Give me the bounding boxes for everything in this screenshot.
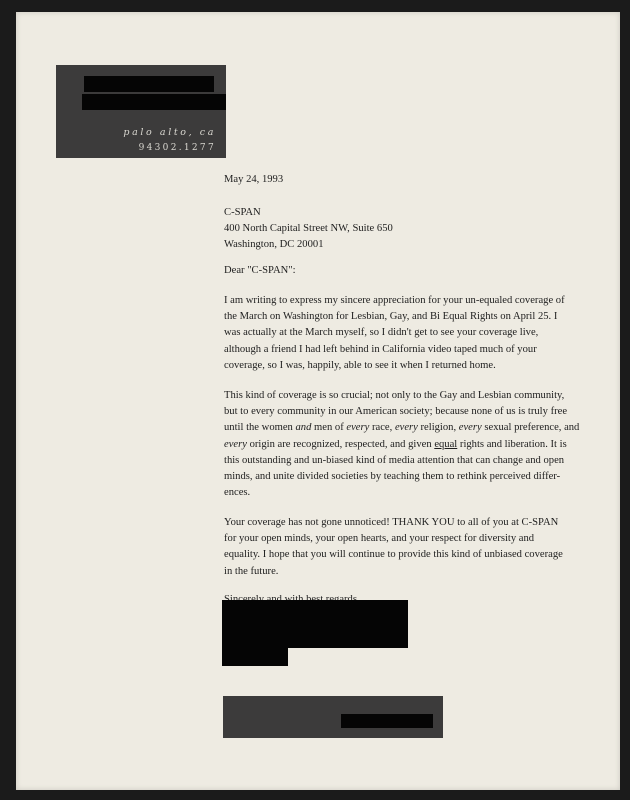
letterhead-city: palo alto, ca <box>123 127 216 138</box>
text-run: origin are recognized, respected, and given <box>246 438 435 450</box>
redacted-signature-tail <box>222 648 288 666</box>
emphasis-every: every <box>224 438 247 450</box>
recipient-address <box>224 205 393 254</box>
salutation: Dear "C-SPAN": <box>224 265 296 276</box>
paragraph-3 <box>224 515 563 580</box>
paragraph-line: the March on Washington for Lesbian, Gay, and Bi Equal Rights on April 25. I <box>224 311 558 323</box>
emphasis-every: every <box>458 422 482 434</box>
paragraph-line: although a friend I had left behind in California video taped much of your <box>224 343 537 355</box>
letterhead-zip: 94302.1277 <box>138 143 216 153</box>
paragraph-line: This kind of coverage is so crucial; not only to the Gay and Lesbian community, <box>224 390 565 401</box>
text-run: sexual preference, and <box>481 422 580 434</box>
paragraph-line: this outstanding and un-biased kind of media attention that can change and open <box>224 454 565 466</box>
emphasis-every: every <box>346 422 370 434</box>
text-run: race, <box>369 422 395 434</box>
paragraph-1 <box>224 293 565 374</box>
footer-band <box>223 696 443 738</box>
paragraph-line: was actually at the March myself, so I didn't get to see your coverage live, <box>224 327 539 339</box>
paragraph-line: for your open minds, your open hearts, and your respect for diversity and <box>224 533 535 545</box>
recipient-street: 400 North Capital Street NW, Suite 650 <box>224 223 393 235</box>
paragraph-line: ences. <box>224 487 251 499</box>
text-run: religion, <box>417 422 459 434</box>
paragraph-line: minds, and unite divided societies by teaching them to rethink perceived differ- <box>224 471 561 483</box>
paragraph-line: coverage, so I was, happily, able to see it when I returned home. <box>224 359 496 371</box>
paragraph-line: I am writing to express my sincere appreciation for your un-equaled coverage of <box>224 295 565 306</box>
letterhead-band <box>56 65 226 158</box>
emphasis-every: every <box>394 422 418 434</box>
paragraph-line: in the future. <box>224 565 279 577</box>
letter-date: May 24, 1993 <box>224 174 284 185</box>
recipient-city: Washington, DC 20001 <box>224 239 324 251</box>
text-run: men of <box>311 422 347 434</box>
paragraph-line: Your coverage has not gone unnoticed! THANK YOU to all of you at C-SPAN <box>224 517 559 528</box>
redacted-street <box>82 94 226 110</box>
paragraph-line <box>224 437 579 453</box>
text-run: rights and liberation. It is <box>457 438 567 450</box>
emphasis-and: and <box>295 422 312 434</box>
paragraph-line: but to every community in our American society; because none of us is truly free <box>224 406 568 418</box>
paragraph-2 <box>224 388 579 501</box>
underlined-equal: equal <box>434 438 458 450</box>
recipient-name: C-SPAN <box>224 207 261 218</box>
letter-page <box>16 12 620 790</box>
redacted-footer-text <box>341 714 433 728</box>
text-run: until the women <box>224 422 296 434</box>
redacted-name <box>84 76 214 92</box>
redacted-signature <box>222 600 408 648</box>
paragraph-line <box>224 420 579 436</box>
paragraph-line: equality. I hope that you will continue to provide this kind of unbiased coverage <box>224 549 563 561</box>
